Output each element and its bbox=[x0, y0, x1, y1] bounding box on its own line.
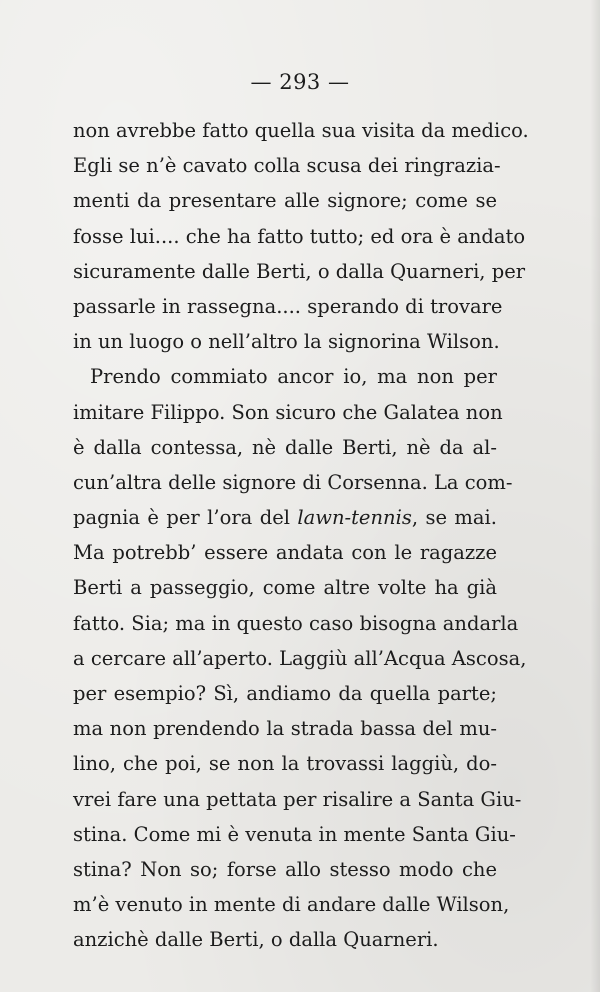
text-line: Berti a passeggio, come altre volte ha già bbox=[73, 576, 497, 600]
text-line: ma non prendendo la strada bassa del mu- bbox=[73, 717, 497, 741]
text-line: stina? Non so; forse allo stesso modo che bbox=[73, 857, 497, 881]
text-line: a cercare all’aperto. Laggiù all’Acqua Ascosa, bbox=[73, 646, 527, 670]
text-line: non avrebbe fatto quella sua visita da medico. bbox=[73, 119, 529, 142]
text-line: menti da presentare alle signore; come se bbox=[73, 189, 497, 213]
text-line: Ma potrebb’ essere andata con le ragazze bbox=[73, 541, 497, 565]
text-line: passarle in rassegna.... sperando di trovare bbox=[73, 294, 503, 318]
text-segment: pagnia è per l’ora del bbox=[73, 506, 290, 530]
text-line: imitare Filippo. Son sicuro che Galatea non bbox=[73, 400, 503, 424]
text-line: fatto. Sia; ma in questo caso bisogna andarla bbox=[73, 611, 519, 635]
page-number: — 293 — bbox=[250, 70, 350, 94]
text-line: vrei fare una pettata per risalire a Santa Giu- bbox=[73, 787, 522, 811]
text-line: Egli se n’è cavato colla scusa dei ringrazia- bbox=[73, 154, 501, 178]
italic-term: lawn-tennis bbox=[297, 506, 412, 530]
text-line: fosse lui.... che ha fatto tutto; ed ora è andato bbox=[73, 224, 526, 248]
text-line: m’è venuto in mente di andare dalle Wilson, bbox=[73, 893, 510, 917]
text-line: per esempio? Sì, andiamo da quella parte; bbox=[73, 682, 497, 705]
text-line-with-italic bbox=[73, 500, 497, 535]
text-line: cun’altra delle signore di Corsenna. La com- bbox=[73, 470, 513, 494]
page-edge-shadow bbox=[590, 0, 600, 992]
text-segment: , se mai. bbox=[411, 506, 497, 530]
text-line: è dalla contessa, nè dalle Berti, nè da al- bbox=[73, 435, 497, 459]
text-line: anzichè dalle Berti, o dalla Quarneri. bbox=[73, 928, 439, 952]
text-line: stina. Come mi è venuta in mente Santa Giu- bbox=[73, 822, 516, 846]
text-line: sicuramente dalle Berti, o dalla Quarneri, per bbox=[73, 259, 526, 283]
body-text bbox=[73, 113, 529, 958]
text-line: in un luogo o nell’altro la signorina Wilson. bbox=[73, 330, 500, 354]
text-line: Prendo commiato ancor io, ma non per bbox=[90, 365, 497, 389]
text-line: lino, che poi, se non la trovassi laggiù, do- bbox=[73, 752, 497, 776]
